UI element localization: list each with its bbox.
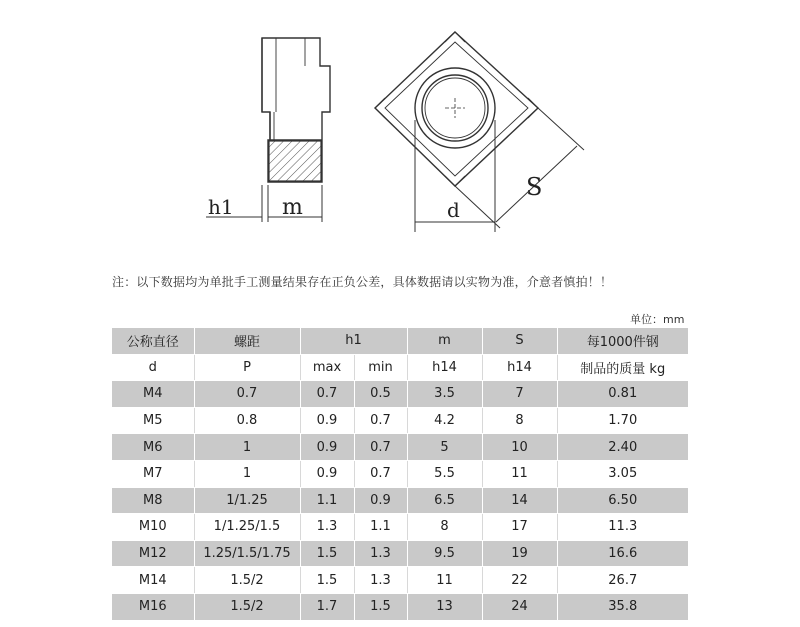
table-cell: 8 xyxy=(482,407,557,434)
label-h1: h1 xyxy=(208,195,234,219)
header-cell: h14 xyxy=(482,354,557,381)
table-row xyxy=(112,567,688,594)
table-cell: 1.7 xyxy=(300,593,354,620)
label-s: S xyxy=(526,173,543,201)
table-cell: 5 xyxy=(407,434,482,461)
table-cell: 1.3 xyxy=(300,514,354,541)
table-cell: 1/1.25 xyxy=(194,487,300,514)
table-cell: 0.7 xyxy=(194,381,300,408)
header-cell: d xyxy=(112,354,194,381)
table-cell: 1 xyxy=(194,434,300,461)
table-cell: 13 xyxy=(407,593,482,620)
table-cell: 1.3 xyxy=(354,540,407,567)
table-cell: 1.5/2 xyxy=(194,593,300,620)
header-cell: P xyxy=(194,354,300,381)
table-cell: 1.5/2 xyxy=(194,567,300,594)
header-cell: S xyxy=(482,328,557,354)
table-cell: M16 xyxy=(112,593,194,620)
table-cell: 1.1 xyxy=(300,487,354,514)
table-cell: 0.7 xyxy=(354,460,407,487)
table-cell: M7 xyxy=(112,460,194,487)
table-cell: 1.1 xyxy=(354,514,407,541)
table-row xyxy=(112,514,688,541)
table-cell: 11 xyxy=(407,567,482,594)
table-cell: 0.9 xyxy=(354,487,407,514)
table-cell: 19 xyxy=(482,540,557,567)
table-row xyxy=(112,540,688,567)
table-cell: 1.5 xyxy=(354,593,407,620)
table-cell: 0.5 xyxy=(354,381,407,408)
header-cell: max xyxy=(300,354,354,381)
table-cell: 1 xyxy=(194,460,300,487)
table-cell: 8 xyxy=(407,514,482,541)
technical-drawing xyxy=(0,0,800,250)
table-row xyxy=(112,487,688,514)
table-cell: 0.7 xyxy=(300,381,354,408)
table-cell: 1.3 xyxy=(354,567,407,594)
label-d: d xyxy=(447,198,460,222)
table-cell: 1.5 xyxy=(300,540,354,567)
top-view xyxy=(375,32,584,232)
header-cell: 每1000件钢 xyxy=(557,328,688,354)
header-cell: min xyxy=(354,354,407,381)
table-cell: 0.7 xyxy=(354,407,407,434)
header-cell: h14 xyxy=(407,354,482,381)
table-cell: 16.6 xyxy=(557,540,688,567)
disclaimer-note: 注：以下数据均为单批手工测量结果存在正负公差，具体数据请以实物为准，介意者慎拍！！ xyxy=(112,275,613,289)
pilot-hatch xyxy=(269,141,321,181)
table-cell: 22 xyxy=(482,567,557,594)
table-cell: 17 xyxy=(482,514,557,541)
table-cell: 0.7 xyxy=(354,434,407,461)
table-cell: 7 xyxy=(482,381,557,408)
header-cell: 公称直径 xyxy=(112,328,194,354)
table-cell: 0.9 xyxy=(300,434,354,461)
table-cell: 11 xyxy=(482,460,557,487)
table-cell: 1.25/1.5/1.75 xyxy=(194,540,300,567)
table-cell: 1.5 xyxy=(300,567,354,594)
table-cell: 4.2 xyxy=(407,407,482,434)
header-cell: 制品的质量 kg xyxy=(557,354,688,381)
table-cell: 3.5 xyxy=(407,381,482,408)
table-cell: M10 xyxy=(112,514,194,541)
table-row xyxy=(112,434,688,461)
table-cell: 2.40 xyxy=(557,434,688,461)
table-cell: 0.9 xyxy=(300,407,354,434)
table-row xyxy=(112,381,688,408)
label-m: m xyxy=(282,195,303,220)
table-cell: 14 xyxy=(482,487,557,514)
header-cell: m xyxy=(407,328,482,354)
header-cell: h1 xyxy=(300,328,407,354)
table-cell: 5.5 xyxy=(407,460,482,487)
unit-label: 单位：mm xyxy=(630,313,685,326)
table-cell: 9.5 xyxy=(407,540,482,567)
table-cell: 10 xyxy=(482,434,557,461)
table-cell: M8 xyxy=(112,487,194,514)
header-cell: 螺距 xyxy=(194,328,300,354)
table-cell: 35.8 xyxy=(557,593,688,620)
table-cell: 26.7 xyxy=(557,567,688,594)
table-cell: 24 xyxy=(482,593,557,620)
table-cell: 6.50 xyxy=(557,487,688,514)
table-cell: M5 xyxy=(112,407,194,434)
header-row-2 xyxy=(112,354,688,381)
spec-table xyxy=(112,328,688,621)
table-cell: 6.5 xyxy=(407,487,482,514)
table-cell: M6 xyxy=(112,434,194,461)
table-cell: M14 xyxy=(112,567,194,594)
table-cell: 0.9 xyxy=(300,460,354,487)
table-row xyxy=(112,460,688,487)
table-cell: 3.05 xyxy=(557,460,688,487)
table-cell: 0.81 xyxy=(557,381,688,408)
table-cell: 0.8 xyxy=(194,407,300,434)
table-cell: 1/1.25/1.5 xyxy=(194,514,300,541)
header-row-1 xyxy=(112,328,688,354)
table-cell: 1.70 xyxy=(557,407,688,434)
table-row xyxy=(112,593,688,620)
table-cell: M4 xyxy=(112,381,194,408)
table-cell: 11.3 xyxy=(557,514,688,541)
table-row xyxy=(112,407,688,434)
table-cell: M12 xyxy=(112,540,194,567)
